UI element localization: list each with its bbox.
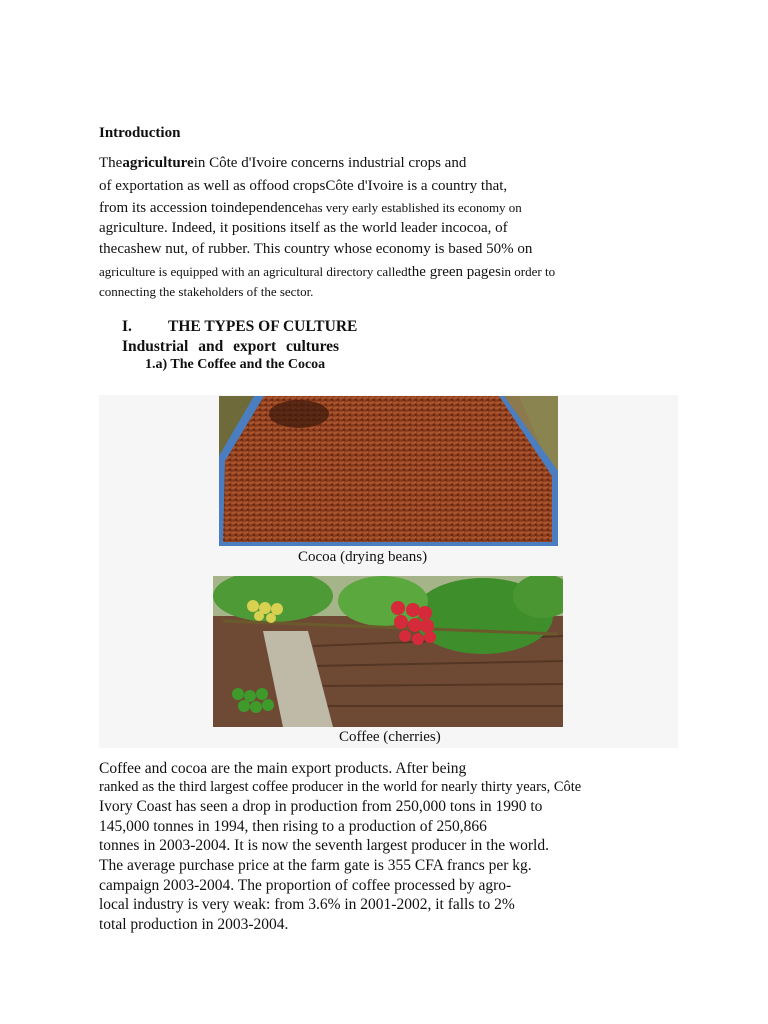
cocoa-photo — [219, 396, 558, 546]
intro-line-6 — [99, 262, 555, 282]
section-number: I. — [122, 318, 132, 335]
intro-line-2: of exportation as well as offood cropsCôte d'Ivoire is a country that, — [99, 178, 508, 194]
intro-line-3 — [99, 198, 522, 218]
intro-line-5: thecashew nut, of rubber. This country whose economy is based 50% on — [99, 241, 533, 257]
subsubsection-heading: 1.a) The Coffee and the Cocoa — [145, 357, 326, 372]
intro-text: from its accession to — [99, 200, 223, 216]
intro-line-7: connecting the stakeholders of the sector. — [99, 284, 314, 299]
body-line-1: Coffee and cocoa are the main export products. After being — [99, 760, 467, 777]
section-title: THE TYPES OF CULTURE — [168, 318, 358, 335]
body-line-8: local industry is very weak: from 3.6% in 2001-2002, it falls to 2% — [99, 896, 515, 913]
body-line-5: tonnes in 2003-2004. It is now the seventh largest producer in the world. — [99, 837, 549, 854]
intro-text: independence — [222, 200, 306, 216]
body-line-4: 145,000 tonnes in 1994, then rising to a production of 250,866 — [99, 818, 487, 835]
body-line-6: The average purchase price at the farm gate is 355 CFA francs per kg. — [99, 857, 532, 874]
intro-text: in Côte d'Ivoire concerns industrial crops and — [193, 155, 467, 171]
body-line-3: Ivory Coast has seen a drop in production from 250,000 tons in 1990 to — [99, 798, 543, 815]
coffee-caption: Coffee (cherries) — [339, 729, 441, 745]
intro-line-4: agriculture. Indeed, it positions itself as the world leader incocoa, of — [99, 220, 508, 236]
body-line-9: total production in 2003-2004. — [99, 916, 289, 933]
subsection-heading: Industrial and export cultures — [122, 338, 340, 355]
intro-line-1 — [99, 154, 466, 173]
coffee-photo — [213, 576, 563, 727]
intro-text-small: agriculture is equipped with an agricultural directory called — [99, 264, 408, 279]
intro-text-small: has very early established its economy on — [305, 200, 522, 215]
intro-text-small: in order to — [500, 264, 556, 279]
intro-text: The — [99, 155, 123, 171]
intro-bold-agriculture: agriculture — [122, 155, 194, 171]
section-heading — [122, 318, 357, 336]
cocoa-caption: Cocoa (drying beans) — [298, 549, 428, 565]
intro-green-pages: the green pages — [407, 264, 501, 280]
intro-heading: Introduction — [99, 125, 181, 141]
body-line-2: ranked as the third largest coffee producer in the world for nearly thirty years, Côte — [99, 779, 582, 795]
body-line-7: campaign 2003-2004. The proportion of coffee processed by agro- — [99, 877, 512, 894]
